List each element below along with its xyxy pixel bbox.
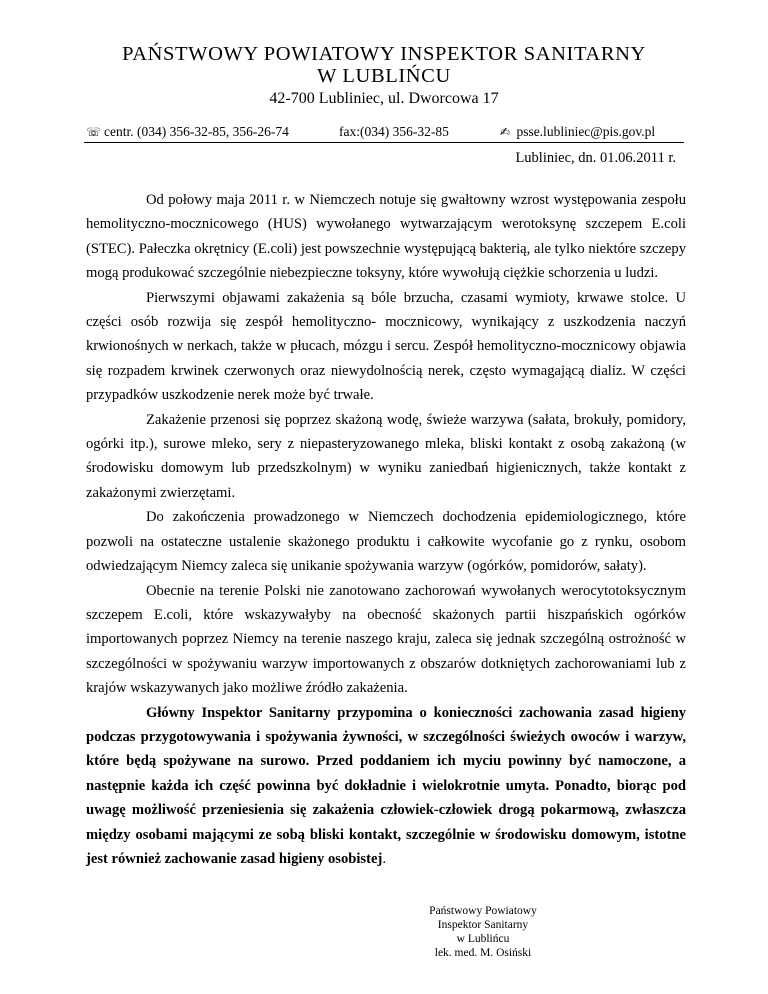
document-date: Lubliniec, dn. 01.06.2011 r. — [515, 150, 676, 166]
signature-line: Inspektor Sanitarny — [437, 919, 529, 931]
paragraph-bold-text: Główny Inspektor Sanitarny przypomina o konieczności zachowania zasad higieny podczas przygotowywania i spożywania żywności, w szczególności świeżych owoców i warzyw, które będą spożywane na surowo. Przed poddaniem ich myciu powinny być namoczone, a następnie każda ich część powinna być dokładnie i wielokrotnie umyta. Ponadto, biorąc pod uwagę możliwość przeniesienia się zakażenia człowiek-człowiek drogą pokarmową, zwłaszcza między osobami mającymi ze sobą bliski kontakt, szczególnie w środowisku domowym, istotne jest również zachowanie zasad higieny osobistej — [86, 704, 686, 867]
paragraph: Od połowy maja 2011 r. w Niemczech notuje się gwałtowny wzrost występowania zespołu hemolityczno-mocznicowego (HUS) wywołanego wytwarzającym werotoksynę szczepem E.coli (STEC). Pałeczka okrętnicy (E.coli) jest powszechnie występującą bakterią, ale tylko niektóre szczepy mogą produkować szczególnie niebezpieczne toksyny, które wywołują ciężkie schorzenia u ludzi. — [86, 192, 686, 282]
contact-phone — [86, 124, 289, 140]
paragraph: Pierwszymi objawami zakażenia są bóle brzucha, czasami wymioty, krwawe stolce. U części osób rozwija się zespół hemolityczno- mocznicowy, wynikający z uszkodzenia naczyń krwionośnych w nerkach, także w płucach, mózgu i sercu. Zespół hemolityczno-mocznicowy objawia się rozpadem krwinek czerwonych oraz niewydolnością nerek, często wymagającą dializ. W części przypadków uszkodzenie nerek może być trwałe. — [86, 289, 686, 404]
paragraph: Zakażenie przenosi się poprzez skażoną wodę, świeże warzywa (sałata, brokuły, pomidory, ogórki itp.), surowe mleko, sery z niepasteryzowanego mleka, bliski kontakt z osobą zakażoną (w środowisku domowym lub przedszkolnym) w wyniku zaniedbań higienicznych, także kontakt z zakażonymi zwierzętami. — [86, 411, 686, 501]
paragraph-bold — [86, 701, 686, 872]
header-divider — [84, 142, 684, 143]
contact-email-text: psse.lubliniec@pis.gov.pl — [516, 124, 656, 139]
header-title-line1: PAŃSTWOWY POWIATOWY INSPEKTOR SANITARNY — [122, 43, 646, 65]
contact-fax: fax:(034) 356-32-85 — [339, 124, 449, 139]
contact-phone-text: centr. (034) 356-32-85, 356-26-74 — [104, 124, 289, 139]
signature-block — [403, 904, 563, 960]
header-title-line2: W LUBLIŃCU — [317, 65, 451, 87]
signature-line: lek. med. M. Osiński — [434, 947, 532, 959]
paragraph: Do zakończenia prowadzonego w Niemczech dochodzenia epidemiologicznego, które pozwoli na ostateczne ustalenie skażonego produktu i całkowite wycofanie go z rynku, osobom odwiedzającym Niemcy zaleca się unikanie spożywania warzyw (ogórków, pomidorów, sałaty). — [86, 509, 686, 575]
signature-line: w Lublińcu — [456, 933, 510, 945]
header-address: 42-700 Lubliniec, ul. Dworcowa 17 — [269, 90, 499, 107]
paragraph: Obecnie na terenie Polski nie zanotowano zachorowań wywołanych werocytotoksycznym szczepem E.coli, które wskazywałyby na obecność skażonych partii hiszpańskich ogórków importowanych poprzez Niemcy na terenie naszego kraju, zaleca się jednak szczególną ostrożność w szczególności w spożywaniu warzyw importowanych z obszarów dotkniętych zachorowaniami lub z krajów wskazywanych jako możliwe źródło zakażenia. — [86, 582, 686, 697]
signature-line: Państwowy Powiatowy — [429, 905, 537, 917]
telephone-icon: ☏ — [86, 125, 102, 139]
contact-email — [500, 124, 655, 140]
final-period: . — [382, 850, 386, 867]
document-body — [86, 188, 686, 871]
writing-hand-icon: ✍ — [500, 125, 511, 139]
